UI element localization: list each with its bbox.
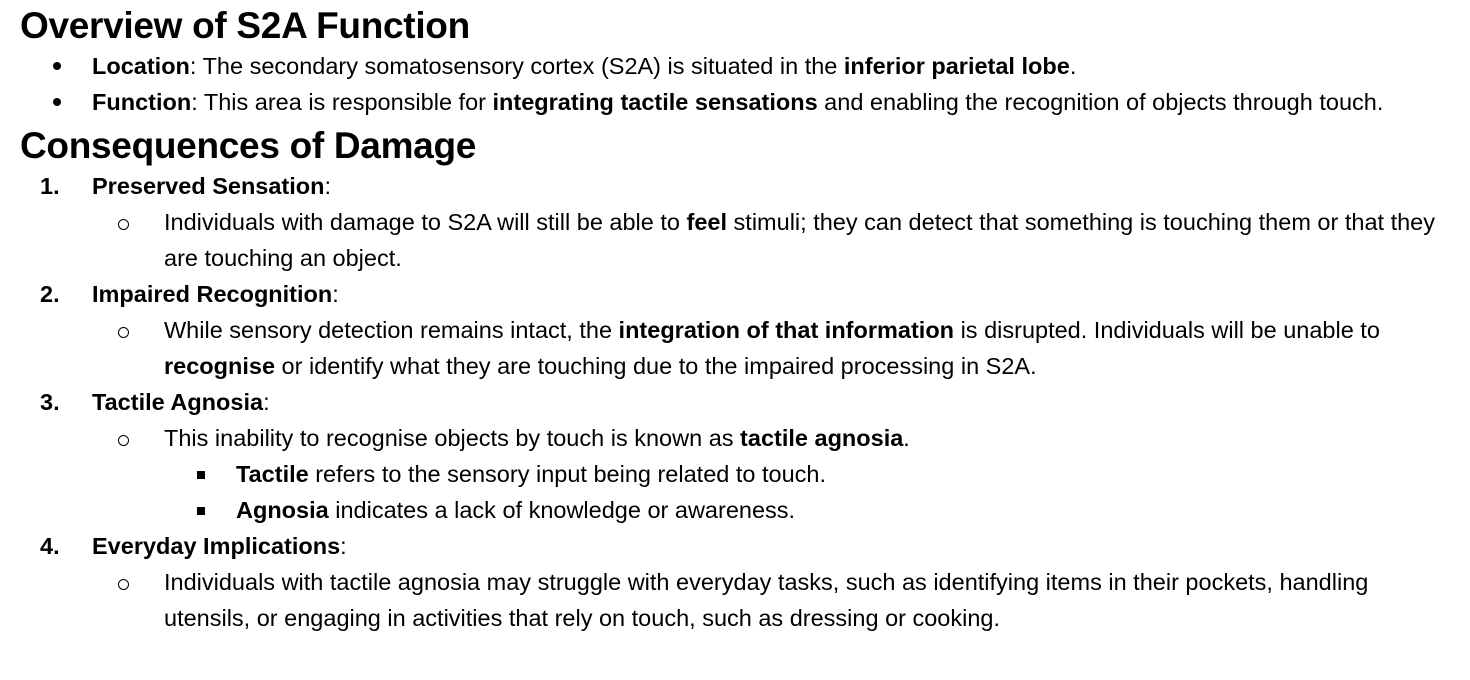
definition-agnosia: Agnosia indicates a lack of knowledge or awareness. (20, 492, 1460, 528)
consequence-title: Preserved Sensation: (92, 173, 332, 199)
consequences-list (20, 168, 1460, 636)
function-label: Function (92, 89, 192, 115)
list-number: 2. (40, 281, 60, 307)
definition-tactile: Tactile refers to the sensory input being related to touch. (20, 456, 1460, 492)
overview-item-location: Location: The secondary somatosensory cortex (S2A) is situated in the inferior parietal lobe. (20, 48, 1460, 84)
consequence-item-4 (20, 528, 1460, 636)
consequence-item-1 (20, 168, 1460, 276)
consequences-heading: Consequences of Damage (20, 125, 477, 166)
consequence-title: Impaired Recognition: (92, 281, 339, 307)
list-number: 4. (40, 533, 60, 559)
consequence-detail: Individuals with tactile agnosia may struggle with everyday tasks, such as identifying items in their pockets, handling utensils, or engaging in activities that rely on touch, such as dressing or cooking. (20, 564, 1460, 636)
consequence-title: Tactile Agnosia: (92, 389, 270, 415)
overview-heading: Overview of S2A Function (20, 5, 470, 46)
overview-list (20, 48, 1460, 120)
list-number: 3. (40, 389, 60, 415)
location-label: Location (92, 53, 190, 79)
consequence-detail: This inability to recognise objects by touch is known as tactile agnosia. (20, 420, 1460, 456)
overview-item-function: Function: This area is responsible for integrating tactile sensations and enabling the recognition of objects through touch. (20, 84, 1460, 120)
consequence-item-2 (20, 276, 1460, 384)
consequence-detail: While sensory detection remains intact, the integration of that information is disrupted. Individuals will be unable to recognise or identify what they are touching due to the impaired processing in S2A. (20, 312, 1460, 384)
consequence-item-3 (20, 384, 1460, 528)
consequence-detail: Individuals with damage to S2A will still be able to feel stimuli; they can detect that something is touching them or that they are touching an object. (20, 204, 1460, 276)
list-number: 1. (40, 173, 60, 199)
consequence-title: Everyday Implications: (92, 533, 347, 559)
document-page (20, 4, 1460, 636)
